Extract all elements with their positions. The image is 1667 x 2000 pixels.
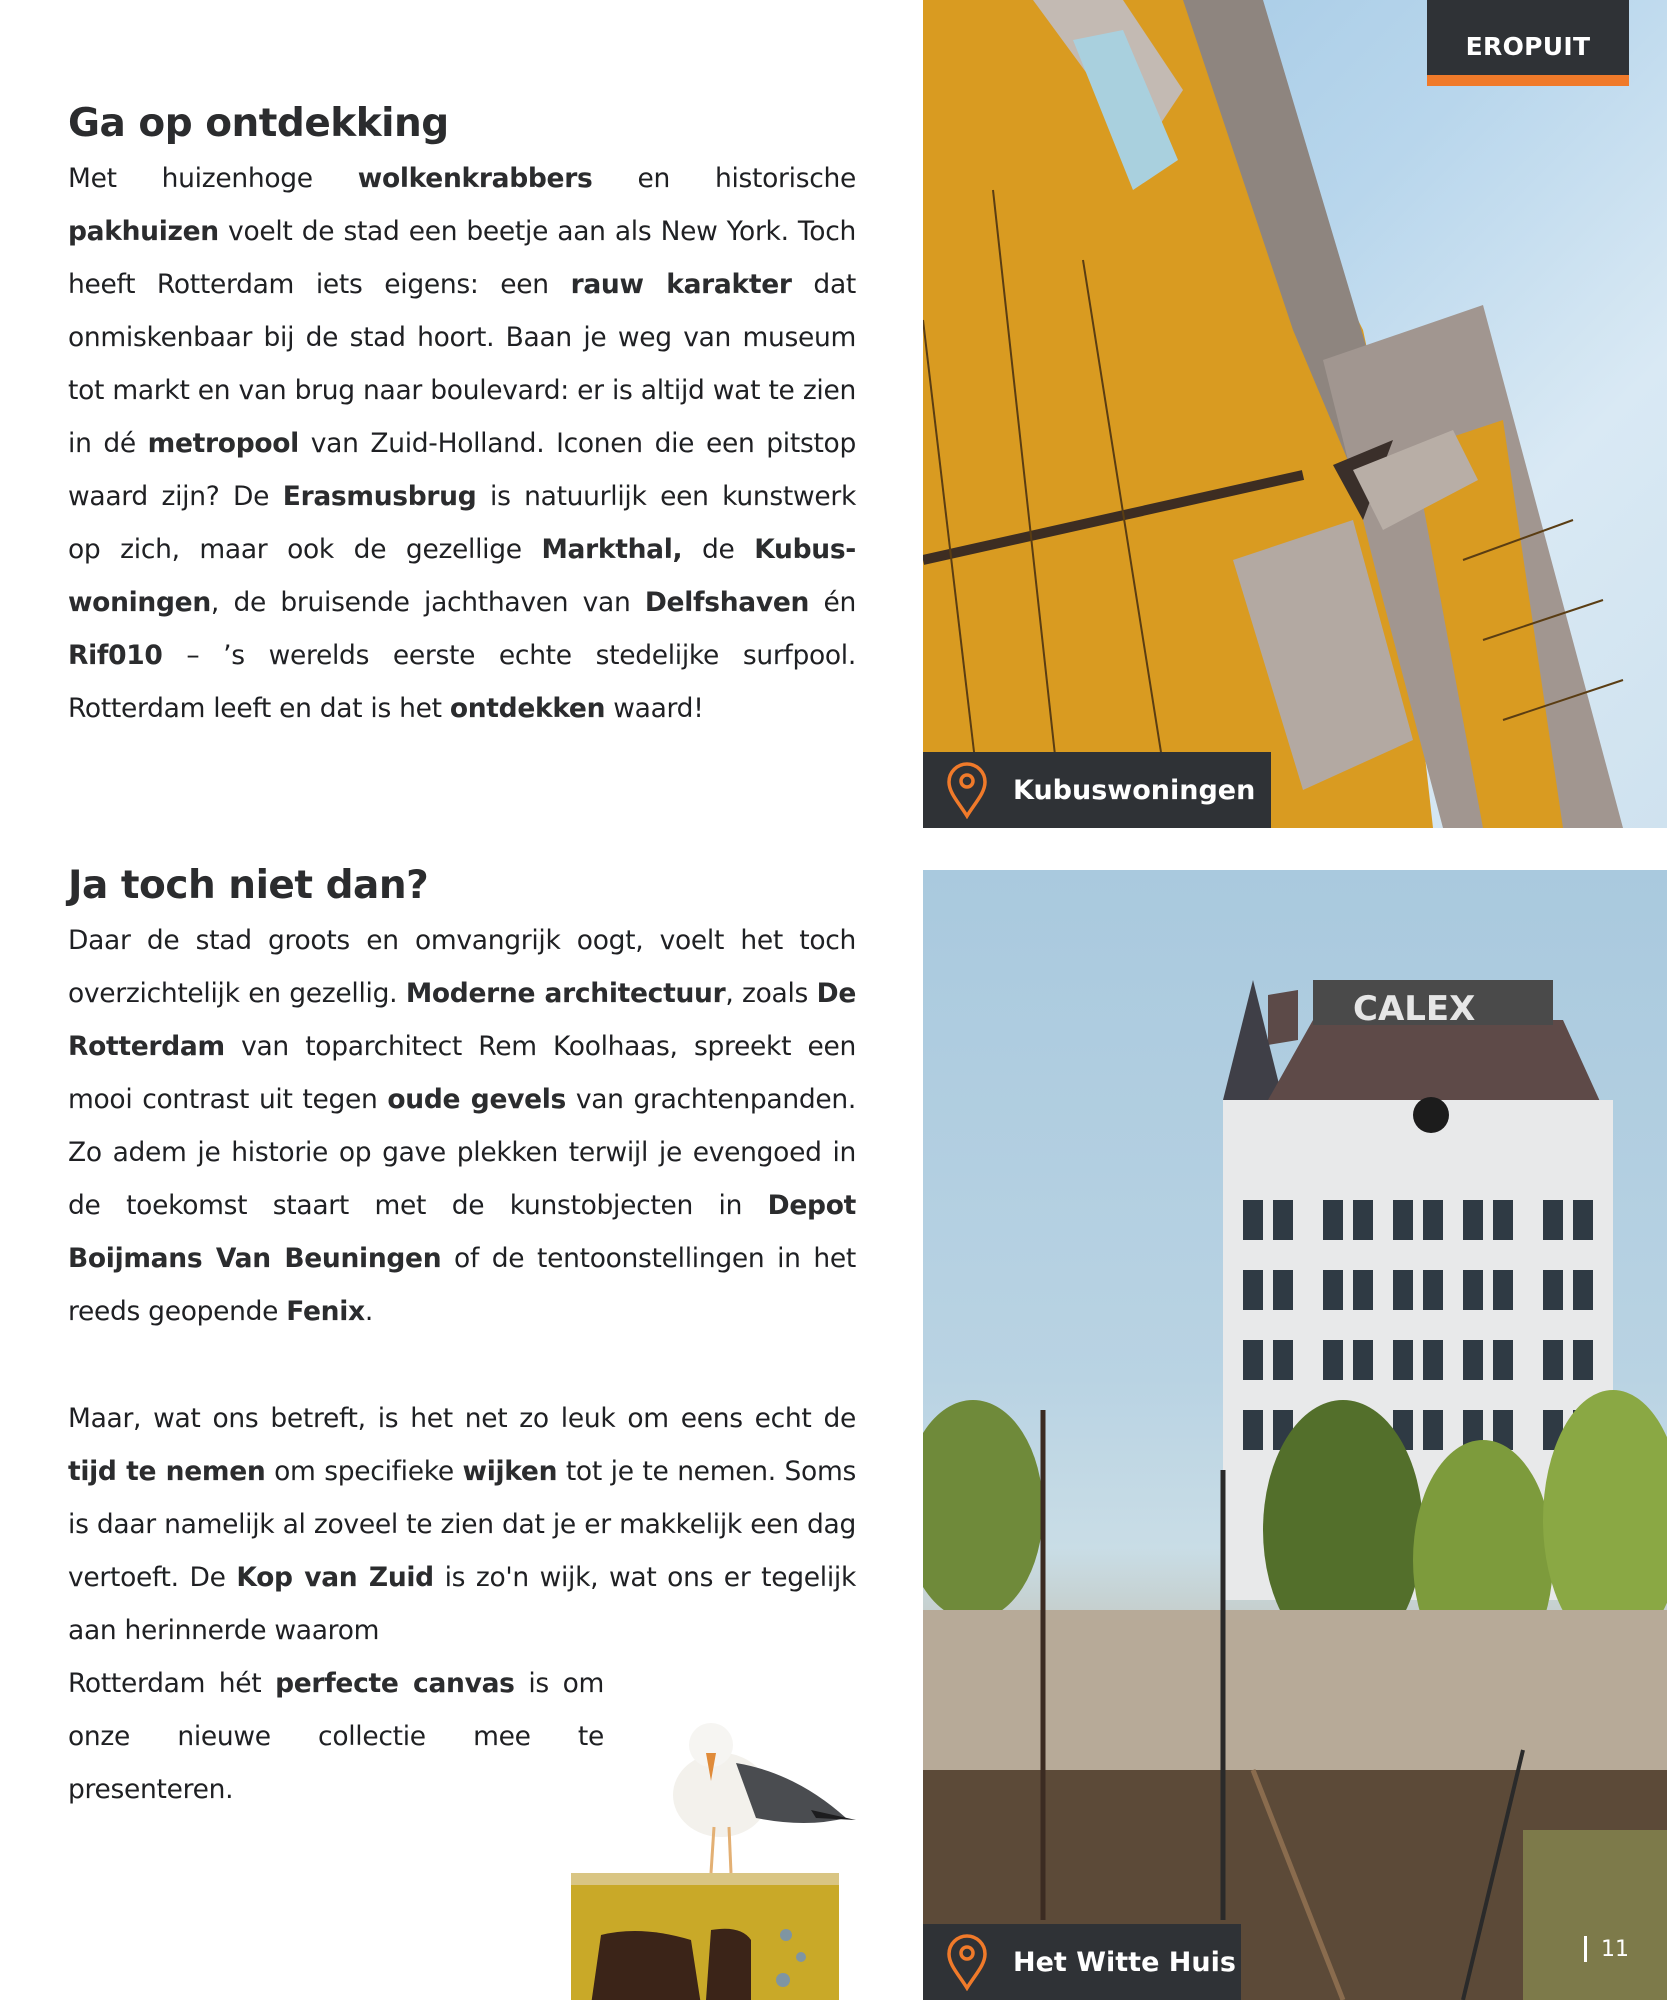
closing-paragraph-wide: Maar, wat ons betreft, is het net zo leuk om eens echt de tijd te nemen om specifieke wijken tot je te nemen. Soms is daar namelijk al zoveel te zien dat je er makkelijk een dag vertoeft. De Kop van Zuid is zo'n wijk, wat ons er tegelijk aan herinnerde waarom	[68, 1403, 856, 1646]
caption-label: Kubuswoningen	[1013, 774, 1256, 806]
photo-caption-het-witte-huis	[923, 1924, 1241, 2000]
het-witte-huis-photo	[923, 870, 1667, 2000]
emphasis-text: Kop van Zuid	[236, 1562, 434, 1593]
emphasis-text: Kubus-woningen	[68, 534, 856, 618]
emphasis-text: Fenix	[286, 1296, 365, 1327]
section-ga-op-ontdekking	[68, 96, 856, 735]
seagull-image	[571, 1695, 871, 2000]
emphasis-text: Delfshaven	[644, 587, 810, 618]
witte-huis-illustration	[923, 870, 1667, 2000]
emphasis-text: oude gevels	[387, 1084, 567, 1115]
page-number-divider	[1584, 1936, 1587, 1962]
emphasis-text: Depot Boijmans Van Beuningen	[68, 1190, 856, 1274]
page-number	[1584, 1936, 1629, 1962]
closing-paragraph-narrow: Rotterdam hét perfecte canvas is om onze nieuwe collectie mee te presenteren.	[68, 1668, 605, 1805]
caption-label: Het Witte Huis	[1013, 1946, 1236, 1978]
emphasis-text: wijken	[462, 1456, 558, 1487]
section-title: Ja toch niet dan?	[68, 863, 429, 908]
section-paragraph: Met huizenhoge wolkenkrabbers en historische pakhuizen voelt de stad een beetje aan als New York. Toch heeft Rotterdam iets eigens: een rauw karakter dat onmiskenbaar bij de stad hoort. Baan je weg van museum tot markt en van brug naar boulevard: er is altijd wat te zien in dé metropool van Zuid-Holland. Iconen die een pitstop waard zijn? De Erasmusbrug is natuurlijk een kunstwerk op zich, maar ook de gezellige Markthal, de Kubus-woningen, de bruisende jachthaven van Delfshaven én Rif010 – ’s werelds eerste echte stedelijke surfpool. Rotterdam leeft en dat is het ontdekken waard!	[68, 163, 857, 724]
section-paragraph: Daar de stad groots en omvangrijk oogt, voelt het toch overzichtelijk en gezellig. Moderne architectuur, zoals De Rotterdam van toparchitect Rem Koolhaas, spreekt een mooi contrast uit tegen oude gevels van grachtenpanden. Zo adem je historie op gave plekken terwijl je evengoed in de toekomst staart met de kunstobjecten in Depot Boijmans Van Beuningen of de tentoonstellingen in het reeds geopende Fenix.	[68, 925, 856, 1327]
section-title: Ga op ontdekking	[68, 101, 449, 146]
emphasis-text: metropool	[147, 428, 299, 459]
emphasis-text: perfecte canvas	[275, 1668, 515, 1699]
emphasis-text: Rif010	[68, 640, 163, 671]
calex-sign: CALEX	[1353, 989, 1476, 1029]
section-tag-label: EROPUIT	[1465, 32, 1591, 61]
kubuswoningen-photo	[923, 0, 1667, 828]
emphasis-text: wolkenkrabbers	[357, 163, 593, 194]
map-pin-icon	[945, 1933, 989, 1991]
emphasis-text: tijd te nemen	[68, 1456, 266, 1487]
cube-houses-illustration	[923, 0, 1667, 828]
emphasis-text: Erasmusbrug	[282, 481, 477, 512]
map-pin-icon	[945, 761, 989, 819]
photo-caption-kubuswoningen	[923, 752, 1271, 828]
section-ja-toch-niet-dan	[68, 858, 856, 1338]
section-tag-eropuit	[1427, 0, 1629, 86]
emphasis-text: De Rotterdam	[68, 978, 856, 1062]
page-number-value: 11	[1601, 1936, 1629, 1962]
emphasis-text: Moderne architectuur	[405, 978, 726, 1009]
emphasis-text: Markthal,	[541, 534, 683, 565]
emphasis-text: ontdekken	[449, 693, 606, 724]
emphasis-text: pakhuizen	[68, 216, 219, 247]
emphasis-text: rauw karakter	[570, 269, 792, 300]
